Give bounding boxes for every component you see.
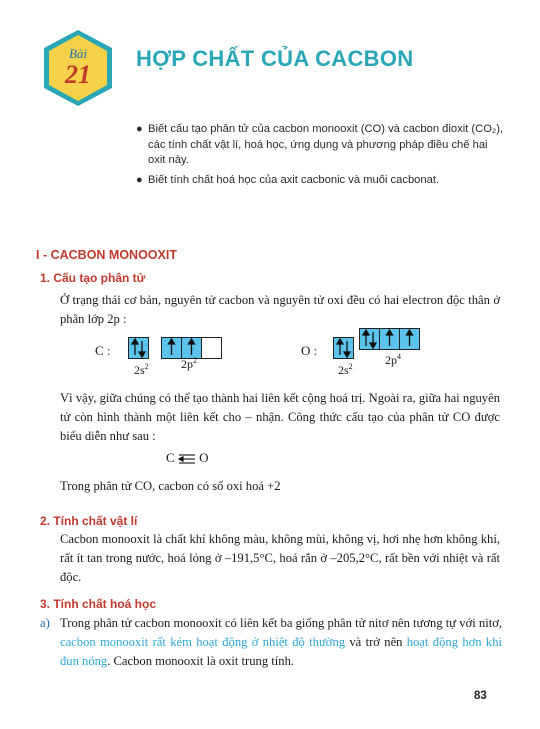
oxygen-orbital-diagram (333, 328, 433, 350)
bullet-icon: ● (136, 123, 143, 135)
oxygen-2s-label: $2s^2$ (338, 362, 353, 377)
oxygen-2p-label: $2p^4$ (385, 352, 401, 367)
lesson-label: Bài (68, 46, 88, 61)
goal-item: ● Biết cấu tạo phân tử của cacbon monooxit (CO) và cacbon đioxit (CO₂), các tính chất vật lí, hoá học, ứng dụng và phương pháp điều chế hai oxit này. (136, 123, 504, 166)
lesson-number: 21 (65, 60, 91, 89)
electron-arrows-icon (128, 337, 228, 359)
page-number: 83 (474, 690, 487, 702)
carbon-2p-label: $2p^2$ (181, 356, 197, 371)
chemical-item-a: a) Trong phân tử cacbon monooxit có liên kết ba giống phân tử nitơ nên tương tự với nitơ, cacbon monooxit rất kém hoạt động ở nhiệt độ thường và trở nên hoạt động hơn khi đun nóng. Cacbon monooxit là oxit trung tính. (40, 616, 502, 668)
item-marker: a) (40, 616, 50, 630)
carbon-orbital-diagram (128, 337, 228, 359)
oxidation-state: Trong phân tử CO, cacbon có số oxi hoá +2 (60, 479, 281, 493)
carbon-2s-label: $2s^2$ (134, 362, 149, 377)
highlight-heated-reactivity: hoạt động hơn khi đun nóng (60, 635, 502, 668)
oxygen-label: O : (301, 343, 318, 358)
physical-properties: Cacbon monooxit là chất khí không màu, không mùi, không vị, hơi nhẹ hơn không khí, rất ít tan trong nước, hoá lỏng ở –191,5°C, hoá rắn ở –205,2°C, rất bền với nhiệt và rất độc. (60, 532, 500, 584)
subsection-heading-structure: 1. Cấu tạo phân tử (40, 271, 146, 285)
structure-intro: Ở trạng thái cơ bản, nguyên tử cacbon và nguyên tử oxi đều có hai electron độc thân ở phân lớp 2p : (60, 293, 500, 326)
co-structural-formula: C O (166, 450, 209, 465)
page-title: HỢP CHẤT CỦA CACBON (136, 46, 414, 71)
bond-explanation: Vì vậy, giữa chúng có thể tạo thành hai liên kết cộng hoá trị. Ngoài ra, giữa hai nguyên tử còn hình thành một liên kết cho – nhận. Công thức cấu tạo của phân tử CO được biểu diễn như sau : (60, 391, 500, 443)
bullet-icon: ● (136, 173, 143, 186)
section-heading: I - CACBON MONOOXIT (36, 248, 177, 262)
goal-item: ● Biết tính chất hoá học của axit cacbonic và muối cacbonat. (136, 173, 506, 189)
carbon-label: C : (95, 343, 111, 358)
learning-goals (136, 122, 506, 192)
electron-arrows-icon (333, 328, 433, 359)
lesson-badge (42, 28, 114, 108)
highlight-low-reactivity: cacbon monooxit rất kém hoạt động ở nhiệt độ thường (60, 635, 346, 649)
subsection-heading-chemical: 3. Tính chất hoá học (40, 597, 157, 611)
triple-bond-icon (178, 453, 196, 465)
subsection-heading-physical: 2. Tính chất vật lí (40, 514, 138, 528)
